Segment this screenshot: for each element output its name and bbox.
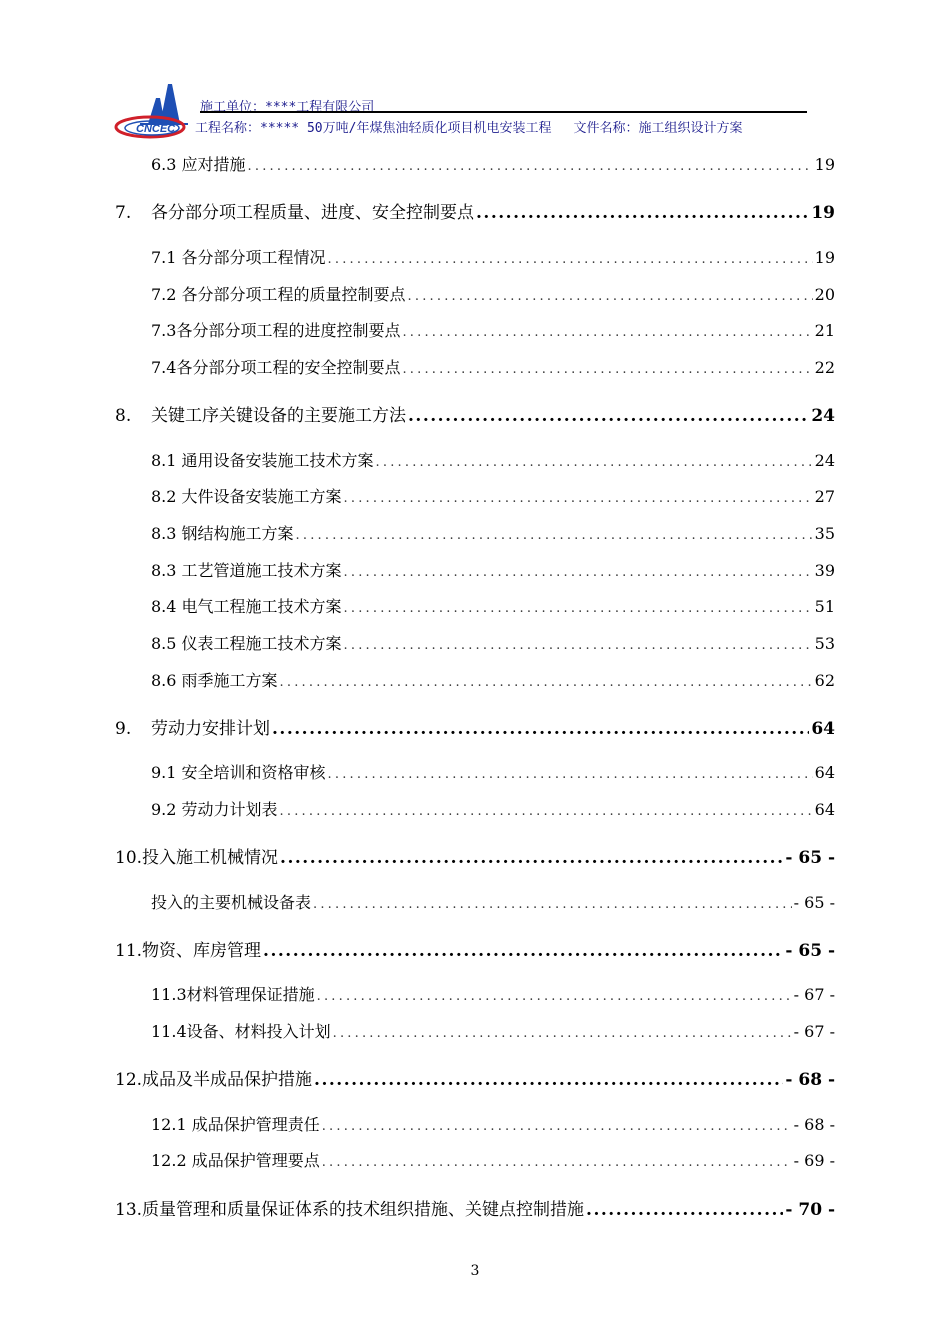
toc-entry-page: 20: [814, 285, 835, 304]
toc-leader-dots: [586, 1200, 783, 1220]
toc-entry-title: 劳动力安排计划: [151, 719, 270, 739]
toc-entry-page: 64: [814, 800, 835, 819]
toc-entry-title: 投入的主要机械设备表: [151, 893, 312, 912]
toc-entry-title: 8.2 大件设备安装施工方案: [151, 487, 342, 506]
toc-entry-title: 7.1 各分部分项工程情况: [151, 248, 326, 267]
toc-entry-title: 11.物资、库房管理: [115, 941, 262, 961]
toc-entry[interactable]: [151, 668, 835, 691]
toc-entry-page: 24: [811, 406, 835, 426]
toc-entry[interactable]: [151, 484, 835, 507]
toc-entry[interactable]: [151, 152, 835, 175]
toc-leader-dots: [344, 487, 813, 506]
logo-text: CNCEC: [136, 123, 176, 135]
toc-leader-dots: [402, 321, 812, 340]
toc-entry-title: 各分部分项工程质量、进度、安全控制要点: [151, 203, 474, 223]
toc-entry-title: 8.3 工艺管道施工技术方案: [151, 561, 342, 580]
toc-entry-number: 9.: [115, 719, 132, 739]
page-number: 3: [470, 1263, 480, 1279]
toc-leader-dots: [408, 285, 813, 304]
toc-entry[interactable]: [115, 936, 835, 961]
toc-entry[interactable]: [151, 355, 835, 378]
toc-entry-page: 19: [811, 203, 835, 223]
toc-entry-title: 11.3材料管理保证措施: [151, 985, 315, 1004]
toc-leader-dots: [344, 561, 813, 580]
toc-entry-page: - 68 -: [785, 1070, 835, 1090]
toc-leader-dots: [263, 941, 783, 961]
toc-entry-page: 21: [814, 321, 835, 340]
toc-entry-page: - 68 -: [793, 1115, 835, 1134]
toc-entry-title: 8.3 钢结构施工方案: [151, 524, 294, 543]
toc-leader-dots: [280, 848, 783, 868]
toc-entry[interactable]: [151, 982, 835, 1005]
toc-leader-dots: [296, 524, 813, 543]
toc-entry[interactable]: [115, 1195, 835, 1220]
header-project: 工程名称：***** 50万吨/年煤焦油轻质化项目机电安装工程: [195, 121, 552, 136]
toc-leader-dots: [376, 451, 813, 470]
toc-entry-number: 8.: [115, 406, 132, 426]
toc-leader-dots: [333, 1022, 792, 1041]
toc-entry-title: 8.6 雨季施工方案: [151, 671, 278, 690]
toc-entry-title: 6.3 应对措施: [151, 155, 246, 174]
toc-entry[interactable]: [115, 714, 835, 739]
toc-entry-page: 64: [811, 719, 835, 739]
toc-entry-title: 11.4设备、材料投入计划: [151, 1022, 331, 1041]
toc-entry-page: 62: [814, 671, 835, 690]
toc-entry-page: - 67 -: [793, 985, 835, 1004]
toc-leader-dots: [314, 1070, 783, 1090]
toc-entry-title: 12.2 成品保护管理要点: [151, 1151, 320, 1170]
toc-entry-page: 53: [814, 634, 835, 653]
toc-entry-page: 64: [814, 763, 835, 782]
toc-leader-dots: [272, 719, 809, 739]
toc-entry[interactable]: [151, 318, 835, 341]
toc-entry-page: 22: [814, 358, 835, 377]
toc-entry-title: 关键工序关键设备的主要施工方法: [151, 406, 406, 426]
toc-leader-dots: [344, 597, 813, 616]
toc-entry[interactable]: [151, 282, 835, 305]
toc-entry[interactable]: [151, 245, 835, 268]
toc-leader-dots: [408, 406, 809, 426]
toc-entry[interactable]: [115, 843, 835, 868]
header-file: 文件名称：施工组织设计方案: [573, 121, 743, 136]
toc-leader-dots: [328, 248, 813, 267]
toc-entry-page: 39: [814, 561, 835, 580]
toc-entry[interactable]: [115, 198, 835, 223]
toc-entry[interactable]: [151, 521, 835, 544]
toc-leader-dots: [402, 358, 812, 377]
toc-leader-dots: [248, 155, 813, 174]
toc-leader-dots: [344, 634, 813, 653]
header-project-line: [195, 117, 742, 136]
toc-entry-page: 35: [814, 524, 835, 543]
toc-entry-page: 24: [814, 451, 835, 470]
toc-leader-dots: [322, 1115, 792, 1134]
toc-entry[interactable]: [151, 594, 835, 617]
toc-entry[interactable]: [151, 797, 835, 820]
toc-entry[interactable]: [151, 631, 835, 654]
toc-entry-page: - 69 -: [793, 1151, 835, 1170]
toc-leader-dots: [317, 985, 792, 1004]
toc-entry[interactable]: [151, 760, 835, 783]
toc-entry-page: 51: [814, 597, 835, 616]
toc-entry[interactable]: [151, 558, 835, 581]
toc-entry-title: 10.投入施工机械情况: [115, 848, 279, 868]
toc-leader-dots: [476, 203, 809, 223]
toc-entry-number: 7.: [115, 203, 132, 223]
toc-entry-title: 7.4各分部分项工程的安全控制要点: [151, 358, 401, 377]
toc-leader-dots: [322, 1151, 792, 1170]
toc-entry-title: 12.1 成品保护管理责任: [151, 1115, 320, 1134]
toc-leader-dots: [328, 763, 813, 782]
toc-entry[interactable]: [151, 1019, 835, 1042]
toc-entry[interactable]: [151, 1112, 835, 1135]
toc-leader-dots: [280, 800, 813, 819]
toc-entry-title: 8.4 电气工程施工技术方案: [151, 597, 342, 616]
toc-entry-page: 27: [814, 487, 835, 506]
toc-entry-title: 9.1 安全培训和资格审核: [151, 763, 326, 782]
toc-entry[interactable]: [151, 1148, 835, 1171]
header-unit: 施工单位：****工程有限公司: [200, 100, 375, 115]
toc-entry-title: 12.成品及半成品保护措施: [115, 1070, 313, 1090]
toc-entry-title: 7.3各分部分项工程的进度控制要点: [151, 321, 401, 340]
toc-entry-page: - 65 -: [785, 848, 835, 868]
toc-entry-page: - 65 -: [785, 941, 835, 961]
toc-entry-page: - 70 -: [785, 1200, 835, 1220]
toc-entry[interactable]: [151, 890, 835, 913]
toc-entry[interactable]: [115, 401, 835, 426]
toc-entry-page: 19: [814, 155, 835, 174]
toc-entry[interactable]: [151, 448, 835, 471]
toc-entry-page: - 67 -: [793, 1022, 835, 1041]
toc-entry-title: 9.2 劳动力计划表: [151, 800, 278, 819]
toc-entry-title: 8.5 仪表工程施工技术方案: [151, 634, 342, 653]
page-header: [110, 80, 810, 140]
toc-entry[interactable]: [115, 1065, 835, 1090]
toc-leader-dots: [280, 671, 813, 690]
header-rule: [200, 111, 807, 113]
toc-leader-dots: [313, 893, 792, 912]
toc-entry-title: 7.2 各分部分项工程的质量控制要点: [151, 285, 406, 304]
toc-entry-title: 13.质量管理和质量保证体系的技术组织措施、关键点控制措施: [115, 1200, 585, 1220]
toc-entry-page: - 65 -: [793, 893, 835, 912]
toc-entry-page: 19: [814, 248, 835, 267]
toc-entry-title: 8.1 通用设备安装施工技术方案: [151, 451, 374, 470]
